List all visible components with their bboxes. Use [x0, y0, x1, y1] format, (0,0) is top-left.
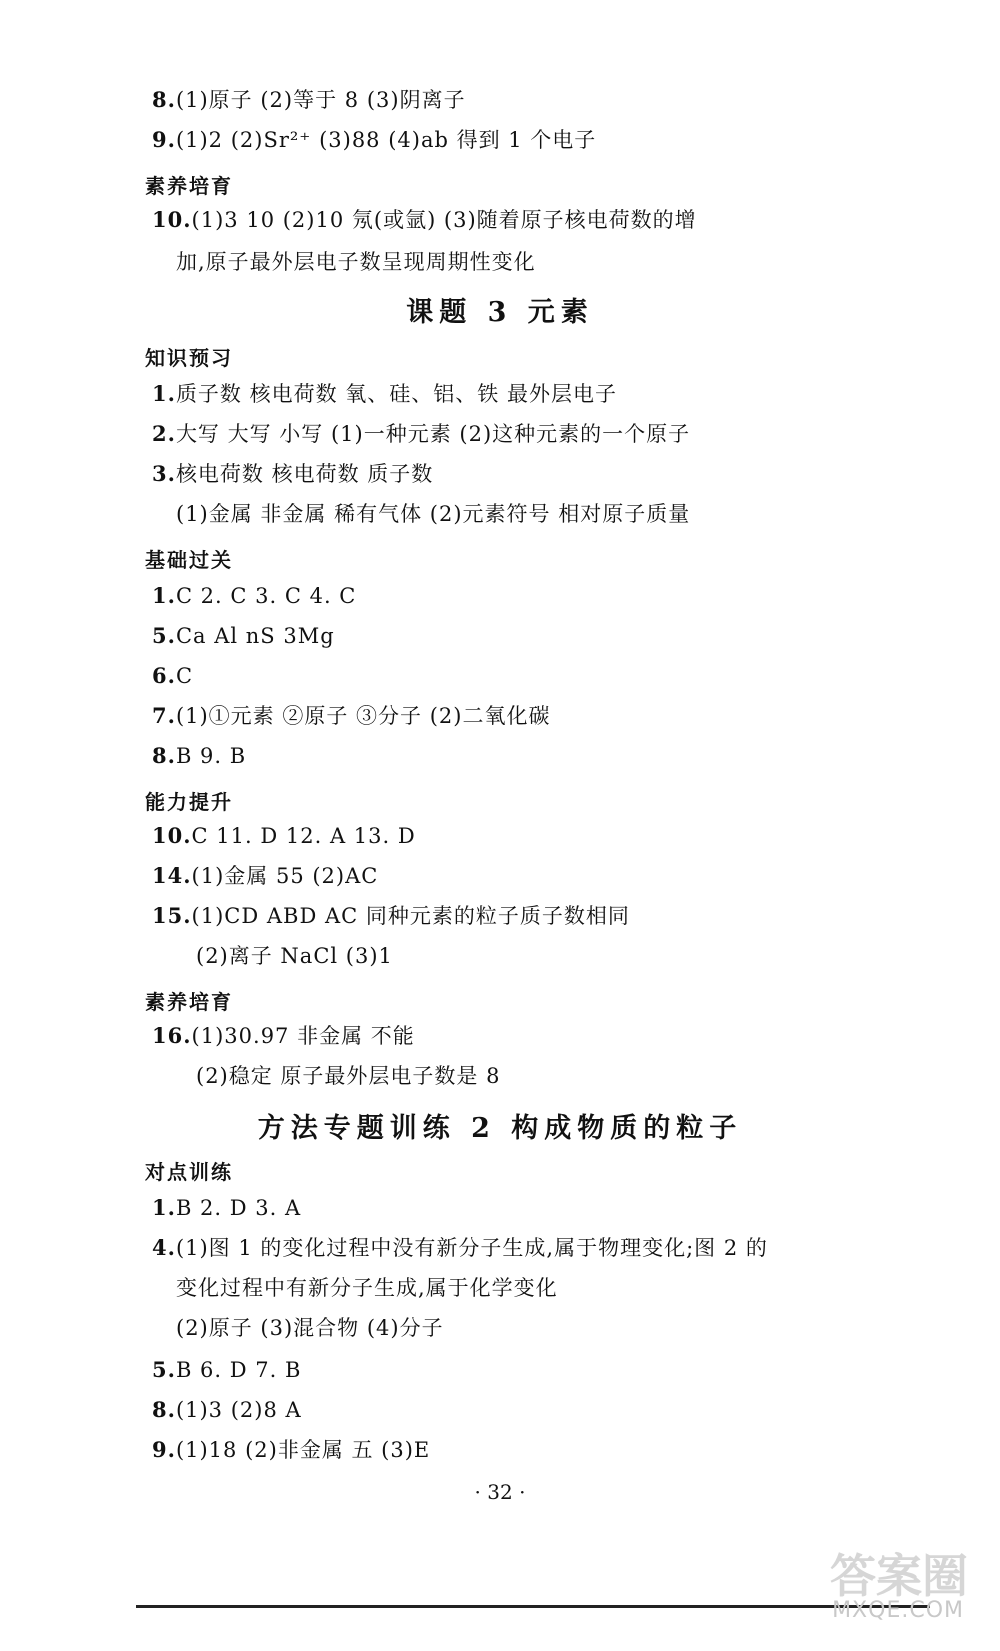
answer-line	[196, 942, 393, 970]
page-number: · 32 ·	[474, 1480, 526, 1504]
answer-line	[196, 1062, 500, 1090]
question-number: 14.	[152, 863, 192, 888]
lesson-title: 课题 3 元素	[406, 297, 594, 328]
lesson-title: 方法专题训练 2 构成物质的粒子	[257, 1113, 743, 1144]
watermark-url: MXQE.COM	[832, 1598, 964, 1623]
question-number: 16.	[152, 1023, 192, 1048]
question-number: 7.	[152, 703, 176, 728]
answer-text: C	[175, 664, 194, 688]
answer-line	[152, 380, 617, 408]
answer-line	[152, 662, 193, 690]
answer-text: (1)原子 (2)等于 8 (3)阴离子	[175, 88, 466, 112]
watermark-logo: 答案圈	[830, 1549, 968, 1603]
answer-text: (1)3 (2)8 A	[175, 1398, 302, 1422]
section-heading: 对点训练	[145, 1160, 233, 1184]
answer-line	[152, 622, 335, 650]
answer-text: (2)稳定 原子最外层电子数是 8	[196, 1064, 501, 1088]
question-number: 4.	[152, 1235, 176, 1260]
answer-line	[152, 460, 433, 488]
answer-text: B 2. D 3. A	[175, 1196, 302, 1220]
question-number: 5.	[152, 623, 176, 648]
question-number: 2.	[152, 421, 176, 446]
answer-text: (1)①元素 ②原子 ③分子 (2)二氧化碳	[175, 704, 551, 728]
answer-line	[152, 822, 416, 850]
question-number: 10.	[152, 207, 192, 232]
answer-line	[152, 86, 466, 114]
answer-line	[176, 248, 536, 276]
answer-text: (1)图 1 的变化过程中没有新分子生成,属于物理变化;图 2 的	[175, 1236, 768, 1260]
answer-text: (1)30.97 非金属 不能	[191, 1024, 415, 1048]
answer-text: B 9. B	[175, 744, 247, 768]
answer-line	[152, 1436, 430, 1464]
answer-text: (1)金属 55 (2)AC	[191, 864, 379, 888]
question-number: 9.	[152, 127, 176, 152]
question-number: 8.	[152, 1397, 176, 1422]
question-number: 1.	[152, 1195, 176, 1220]
answer-line	[152, 1022, 415, 1050]
question-number: 8.	[152, 743, 176, 768]
question-number: 6.	[152, 663, 176, 688]
question-number: 1.	[152, 583, 176, 608]
answer-text: 核电荷数 核电荷数 质子数	[175, 462, 434, 486]
section-heading: 基础过关	[145, 548, 233, 572]
answer-text: C 11. D 12. A 13. D	[191, 824, 416, 848]
answer-text: 加,原子最外层电子数呈现周期性变化	[176, 250, 536, 274]
bottom-rule	[136, 1605, 930, 1608]
question-number: 5.	[152, 1357, 176, 1382]
answer-line	[152, 1194, 301, 1222]
answer-line	[152, 902, 630, 930]
answer-line	[176, 1274, 558, 1302]
answer-text: B 6. D 7. B	[175, 1358, 302, 1382]
answer-line	[152, 1356, 301, 1384]
answer-text: (1)2 (2)Sr²⁺ (3)88 (4)ab 得到 1 个电子	[175, 128, 597, 152]
answer-text: 大写 大写 小写 (1)一种元素 (2)这种元素的一个原子	[175, 422, 691, 446]
answer-text: (1)CD ABD AC 同种元素的粒子质子数相同	[191, 904, 630, 928]
question-number: 10.	[152, 823, 192, 848]
answer-line	[152, 862, 378, 890]
answer-line	[152, 702, 550, 730]
section-heading: 素养培育	[145, 990, 233, 1014]
answer-line	[152, 742, 246, 770]
answer-line	[152, 126, 596, 154]
answer-line	[152, 420, 690, 448]
answer-text: (1)18 (2)非金属 五 (3)E	[175, 1438, 431, 1462]
answer-line	[176, 500, 690, 528]
answer-line	[152, 582, 356, 610]
answer-text: 质子数 核电荷数 氧、硅、铝、铁 最外层电子	[175, 382, 617, 406]
answer-text: C 2. C 3. C 4. C	[175, 584, 357, 608]
question-number: 3.	[152, 461, 176, 486]
answer-text: (2)离子 NaCl (3)1	[196, 944, 393, 968]
question-number: 9.	[152, 1437, 176, 1462]
answer-line	[152, 1234, 768, 1262]
answer-line	[152, 206, 697, 234]
answer-text: (1)金属 非金属 稀有气体 (2)元素符号 相对原子质量	[176, 502, 691, 526]
answer-text: 变化过程中有新分子生成,属于化学变化	[176, 1276, 558, 1300]
answer-text: (2)原子 (3)混合物 (4)分子	[176, 1316, 444, 1340]
question-number: 8.	[152, 87, 176, 112]
section-heading: 素养培育	[145, 174, 233, 198]
section-heading: 能力提升	[145, 790, 233, 814]
answer-text: Ca Al nS 3Mg	[175, 624, 335, 648]
question-number: 15.	[152, 903, 192, 928]
section-heading: 知识预习	[145, 346, 233, 370]
answer-text: (1)3 10 (2)10 氖(或氩) (3)随着原子核电荷数的增	[191, 208, 697, 232]
answer-line	[176, 1314, 444, 1342]
answer-line	[152, 1396, 302, 1424]
question-number: 1.	[152, 381, 176, 406]
